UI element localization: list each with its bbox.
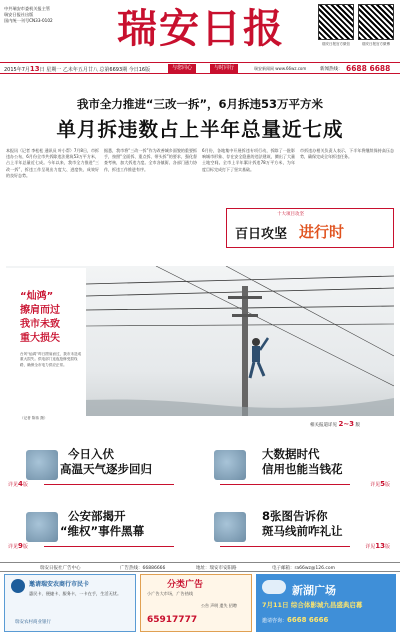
- promo-box[interactable]: [226, 208, 394, 248]
- teaser-rule: [44, 484, 174, 485]
- masthead-info-line: 中共瑞安市委机关报主管: [4, 6, 51, 11]
- teaser-line1: 大数据时代: [262, 447, 320, 461]
- teaser-line1: 8张图告诉你: [262, 509, 328, 523]
- lead-body-column: 市拆违办相关负责人表示，下半年将继续保持高压态势，确保完成全年拆违任务。: [300, 148, 394, 160]
- ad-text: 惠民卡、便捷卡、服务卡，一卡在手，生活无忧。: [29, 591, 122, 596]
- promo-title: 百日攻坚: [235, 227, 288, 242]
- bank-advertisement[interactable]: [4, 574, 136, 632]
- promo-subtitle: 进行时: [299, 223, 345, 241]
- related-report-link[interactable]: [310, 420, 360, 428]
- ad-phone: [262, 616, 328, 624]
- lead-body-column: 本报讯（记者 李松松 通讯员 叶小帮）7月8日，市拆违办公布，6月份全市共拆除违法建筑53万平方米，占上半年总量近七成。今年以来，我市全力推进“三改一拆”，拆违工作呈现出力度大、进度快、成效好的良好态势。: [6, 148, 99, 178]
- feature-title-line: 我市未致: [20, 319, 60, 330]
- classified-advertisement[interactable]: [140, 574, 252, 632]
- teaser-item[interactable]: [206, 506, 394, 550]
- teaser-line2: 斑马线前咋礼让: [262, 524, 343, 538]
- ad-info-strip: [0, 562, 400, 572]
- date-day: 13: [29, 65, 40, 73]
- crosswalk-photo-icon: [214, 512, 246, 542]
- dateline: [0, 62, 400, 74]
- ad-phone-number: 6668 6666: [287, 616, 329, 624]
- teaser-line2: 信用也能当钱花: [262, 462, 343, 476]
- related-report-page: 2~3: [338, 420, 355, 428]
- weather-photo-icon: [26, 450, 58, 480]
- related-report-suffix: 版: [355, 423, 360, 428]
- teaser-rule: [220, 484, 350, 485]
- masthead-info: [4, 6, 88, 24]
- promo-tag: 十大项目攻坚: [277, 212, 304, 217]
- weibo-qr-code: [358, 4, 394, 40]
- lead-kicker: 我市全力推进“三改一拆”，6月拆违53万平方米: [76, 97, 324, 111]
- date-suffix: 日 星期一 乙未年五月廿八 总第6693期 今日16版: [39, 67, 151, 73]
- feature-title-line: 重大损失: [20, 333, 60, 344]
- teaser-line2: “维权”事件黑幕: [60, 524, 145, 538]
- teaser-rule: [220, 546, 350, 547]
- ad-strip-text: 广告热线：66886666: [120, 566, 166, 571]
- ad-phone: 65917777: [147, 615, 198, 625]
- lead-headline[interactable]: 单月拆违数占上半年总量近七成: [56, 118, 344, 141]
- ad-title: 新湖广场: [292, 584, 336, 597]
- ad-title-main: 邀请瑞安农商行: [29, 581, 72, 588]
- teaser-item[interactable]: [4, 444, 192, 488]
- page-suffix: 版: [22, 544, 28, 550]
- date-prefix: 2015年7月: [4, 67, 30, 73]
- bank-logo-icon: [11, 579, 25, 593]
- feature-title-line: “灿鸿”: [20, 291, 54, 302]
- mall-advertisement[interactable]: [256, 574, 396, 632]
- related-report-label: 相关报道详见: [310, 423, 337, 428]
- feature-title-line: 擦肩而过: [20, 305, 60, 316]
- masthead-info-line: 瑞安日报社出版: [4, 12, 34, 17]
- police-photo-icon: [26, 512, 58, 542]
- teaser-page-ref: [365, 542, 390, 550]
- ad-phone-label: 邀请咨询：: [262, 618, 288, 624]
- ad-title-sub: 市民卡: [71, 581, 90, 588]
- credit-card-icon: [214, 450, 246, 480]
- page-number: 5: [380, 480, 385, 488]
- page-prefix: 详见: [8, 544, 19, 550]
- page-prefix: 详见: [365, 544, 376, 550]
- hotline-number: 6688 6688: [346, 64, 391, 73]
- page-number: 13: [375, 542, 385, 550]
- ad-text: 小广告大市场，广告热线: [147, 591, 194, 596]
- teaser-item[interactable]: [4, 506, 192, 550]
- masthead: [0, 0, 400, 62]
- page-prefix: 详见: [370, 482, 381, 488]
- ad-subtitle: 7月11日 综合体影城九昌盛典启幕: [262, 601, 363, 609]
- teaser-item[interactable]: [206, 444, 394, 488]
- newspaper-title: 瑞安日报: [117, 5, 285, 52]
- hotline-label: 新闻热线：: [320, 67, 343, 72]
- slogan-badge: 与您同心: [168, 64, 196, 73]
- mall-logo-icon: [262, 580, 286, 594]
- feature-title[interactable]: [20, 290, 80, 346]
- ad-strip-text: 地址：瑞安市安阳路: [196, 566, 237, 571]
- wechat-qr-code: [318, 4, 354, 40]
- page-suffix: 版: [384, 544, 390, 550]
- teaser-line1: 今日入伏: [68, 447, 114, 461]
- page-number: 4: [18, 480, 23, 488]
- qr-caption: 瑞安日报官方微博: [362, 42, 390, 46]
- lead-body-column: 6月份，各地集中开展拆违专项行动，拆除了一批影响城市形象、存在安全隐患的违法建筑，腾出了大量土地空间。全市上半年累计拆违78万平方米，为年度目标完成打下了坚实基础。: [202, 148, 295, 172]
- masthead-info-line: 国内统一刊号CN33-0102: [4, 18, 53, 23]
- teaser-page-ref: [8, 480, 28, 488]
- teaser-page-ref: [8, 542, 28, 550]
- page-suffix: 版: [384, 482, 390, 488]
- page-prefix: 详见: [8, 482, 19, 488]
- ad-categories: 公告 声明 遗失 招聘: [201, 603, 237, 608]
- feature-body: 台风“灿鸿”昨日擦肩而过，我市未造成重大损失。供电部门连夜抢修受损线路，确保全市电力供应正常。: [20, 352, 82, 367]
- teaser-rule: [44, 546, 174, 547]
- issue-date: [4, 65, 150, 73]
- slogan-badge: 与时同行: [210, 64, 238, 73]
- website-text: 瑞安新闻网 www.66wz.com: [254, 66, 307, 71]
- page-number: 9: [18, 542, 23, 550]
- lead-body-column: 据悉，我市将“三改一拆”作为改善城乡面貌的重要抓手，按照“全面拆、重点拆、带头拆”的要求，强化督查考核，加大拆违力度。全市各镇街、各部门通力协作，拆违工作推进有序。: [104, 148, 197, 172]
- ad-strip-text: 电子邮箱：ra66wz@126.com: [272, 566, 336, 571]
- ad-strip-text: 瑞安日报社广告中心: [40, 566, 81, 571]
- teaser-line1: 公安部揭开: [68, 509, 126, 523]
- ad-footer: 瑞安农村商业银行: [15, 620, 51, 625]
- ad-title: 分类广告: [167, 580, 204, 590]
- feature-author: （记者 陈伟 摄）: [20, 416, 48, 420]
- teaser-line2: 高温天气逐步回归: [60, 462, 152, 476]
- ad-title: [29, 579, 89, 588]
- page-suffix: 版: [22, 482, 28, 488]
- feature-sidebar: [6, 268, 86, 418]
- teaser-page-ref: [370, 480, 390, 488]
- qr-caption: 瑞安日报官方微信: [322, 42, 350, 46]
